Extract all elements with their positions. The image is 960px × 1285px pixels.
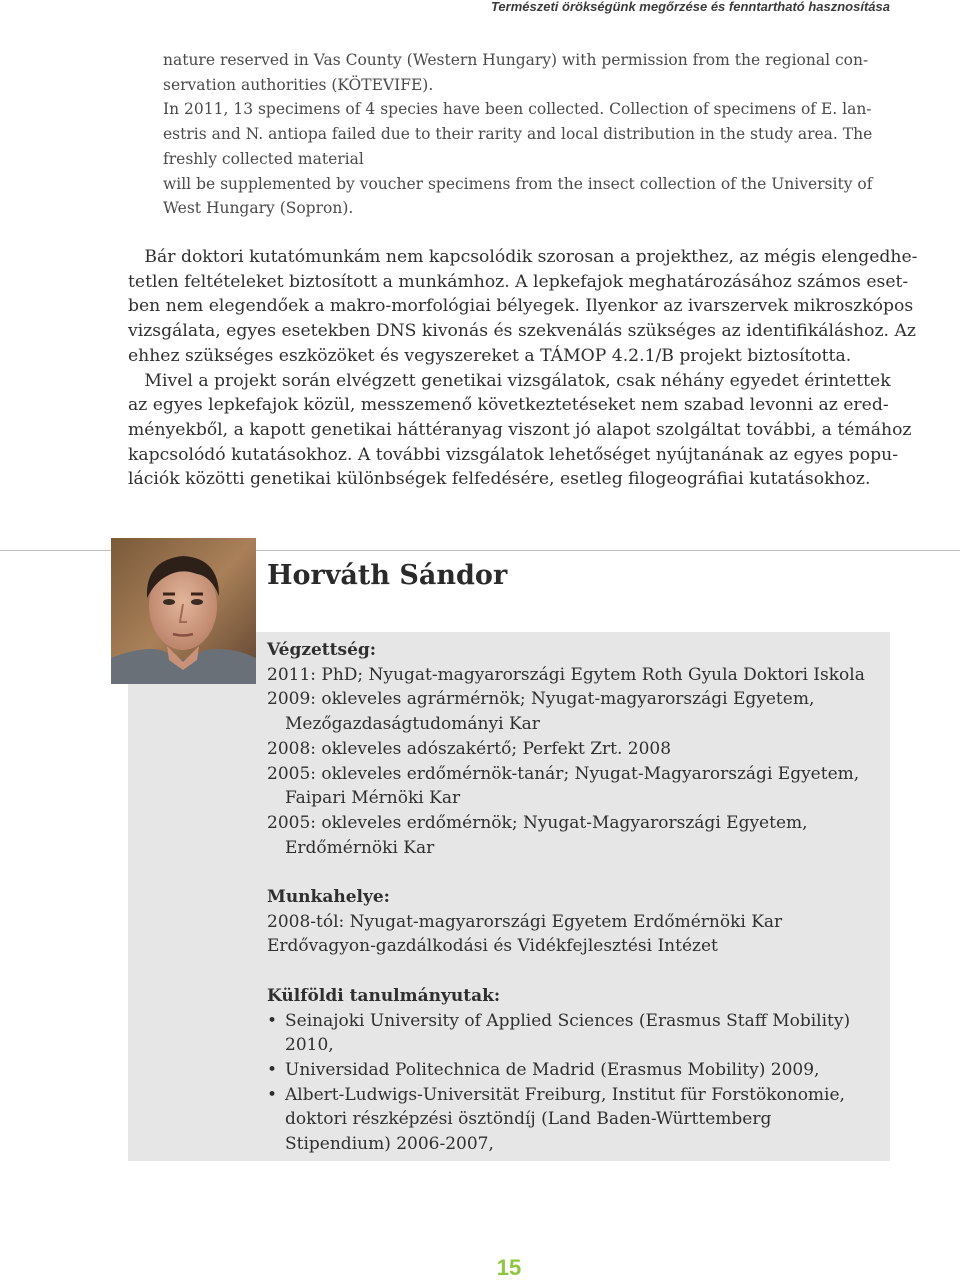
- education-heading: Végzettség:: [267, 640, 377, 660]
- abroad-heading: Külföldi tanulmányutak:: [267, 985, 501, 1006]
- text-line: vizsgálata, egyes esetekben DNS kivonás és szekvenálás szükséges az identifikáláshoz. Az: [128, 321, 916, 342]
- abroad-text: 2010,: [285, 1035, 334, 1056]
- education-entry: Erdőmérnöki Kar: [285, 837, 435, 858]
- page-number: 15: [496, 1255, 522, 1280]
- text-line: Bár doktori kutatómunkám nem kapcsolódik szorosan a projekthez, az mégis elengedhe-: [128, 247, 918, 267]
- abroad-entry: [267, 1058, 887, 1083]
- person-name: Horváth Sándor: [267, 560, 508, 591]
- bullet-icon: •: [267, 1010, 278, 1031]
- education-entry: Faipari Mérnöki Kar: [285, 788, 461, 809]
- education-entry: 2008: okleveles adószakértő; Perfekt Zrt. 2008: [267, 738, 672, 759]
- text-line: lációk közötti genetikai különbségek felfedésére, esetleg filogeográfiai kutatásokhoz.: [128, 469, 871, 490]
- workplace-entry: Erdővagyon-gazdálkodási és Vidékfejlesztési Intézet: [267, 936, 718, 957]
- text-line: ben nem elegendőek a makro-morfológiai bélyegek. Ilyenkor az ivarszervek mikroszkópos: [128, 296, 914, 317]
- abroad-text: Albert-Ludwigs-Universität Freiburg, Institut für Forstökonomie,: [285, 1084, 845, 1105]
- spacer: [267, 959, 887, 984]
- abroad-text: doktori részképzési ösztöndíj (Land Baden-Württemberg: [285, 1109, 772, 1130]
- text-line: az egyes lepkefajok közül, messzemenő következtetéseket nem szabad levonni az ered-: [128, 395, 889, 416]
- text-line: freshly collected material: [163, 149, 364, 168]
- text-line: In 2011, 13 specimens of 4 species have been collected. Collection of specimens of E. lan-: [163, 100, 872, 119]
- education-entry: Mezőgazdaságtudományi Kar: [285, 714, 540, 735]
- english-paragraph: [163, 48, 883, 221]
- text-line: ehhez szükséges eszközöket és vegyszereket a TÁMOP 4.2.1/B projekt biztosította.: [128, 345, 852, 366]
- text-line: nature reserved in Vas County (Western Hungary) with permission from the regional con-: [163, 51, 869, 69]
- abroad-text: Universidad Politechnica de Madrid (Erasmus Mobility) 2009,: [285, 1059, 820, 1080]
- education-entry: 2011: PhD; Nyugat-magyarországi Egytem Roth Gyula Doktori Iskola: [267, 664, 865, 685]
- text-line: Mivel a projekt során elvégzett genetikai vizsgálatok, csak néhány egyedet érintettek: [128, 370, 891, 391]
- abroad-entry: [267, 1009, 887, 1034]
- cv-content: [267, 638, 887, 1157]
- text-line: will be supplemented by voucher specimens from the insect collection of the University of: [163, 174, 873, 193]
- text-line: estris and N. antiopa failed due to their rarity and local distribution in the study area. The: [163, 125, 873, 144]
- abroad-entry: [267, 1107, 887, 1132]
- portrait-photo: [111, 538, 256, 684]
- spacer: [267, 860, 887, 885]
- workplace-heading: Munkahelye:: [267, 887, 390, 908]
- abroad-text: Seinajoki University of Applied Sciences (Erasmus Staff Mobility): [285, 1010, 851, 1031]
- education-entry: 2005: okleveles erdőmérnök-tanár; Nyugat-Magyarországi Egyetem,: [267, 763, 860, 784]
- text-line: ményekből, a kapott genetikai háttéranyag viszont jó alapot szolgáltat további, a témához: [128, 419, 912, 440]
- hungarian-paragraphs: [128, 245, 918, 492]
- education-entry: 2005: okleveles erdőmérnök; Nyugat-Magyarországi Egyetem,: [267, 812, 808, 833]
- bullet-icon: •: [267, 1059, 278, 1080]
- running-head: Természeti örökségünk megőrzése és fenntartható hasznosítása: [490, 0, 890, 14]
- bullet-icon: •: [267, 1084, 278, 1105]
- text-line: servation authorities (KÖTEVIFE).: [163, 75, 434, 94]
- education-entry: 2009: okleveles agrármérnök; Nyugat-magyarországi Egyetem,: [267, 689, 815, 710]
- workplace-entry: 2008-tól: Nyugat-magyarországi Egyetem Erdőmérnöki Kar: [267, 911, 783, 932]
- abroad-entry: [267, 1132, 887, 1157]
- text-line: West Hungary (Sopron).: [163, 199, 354, 218]
- text-line: kapcsolódó kutatásokhoz. A további vizsgálatok lehetőséget nyújtanának az egyes popu-: [128, 444, 899, 465]
- abroad-text: Stipendium) 2006-2007,: [285, 1134, 494, 1155]
- abroad-entry: [267, 1083, 887, 1108]
- abroad-entry: [267, 1033, 887, 1058]
- text-line: tetlen feltételeket biztosított a munkámhoz. A lepkefajok meghatározásához számos eset-: [128, 271, 909, 292]
